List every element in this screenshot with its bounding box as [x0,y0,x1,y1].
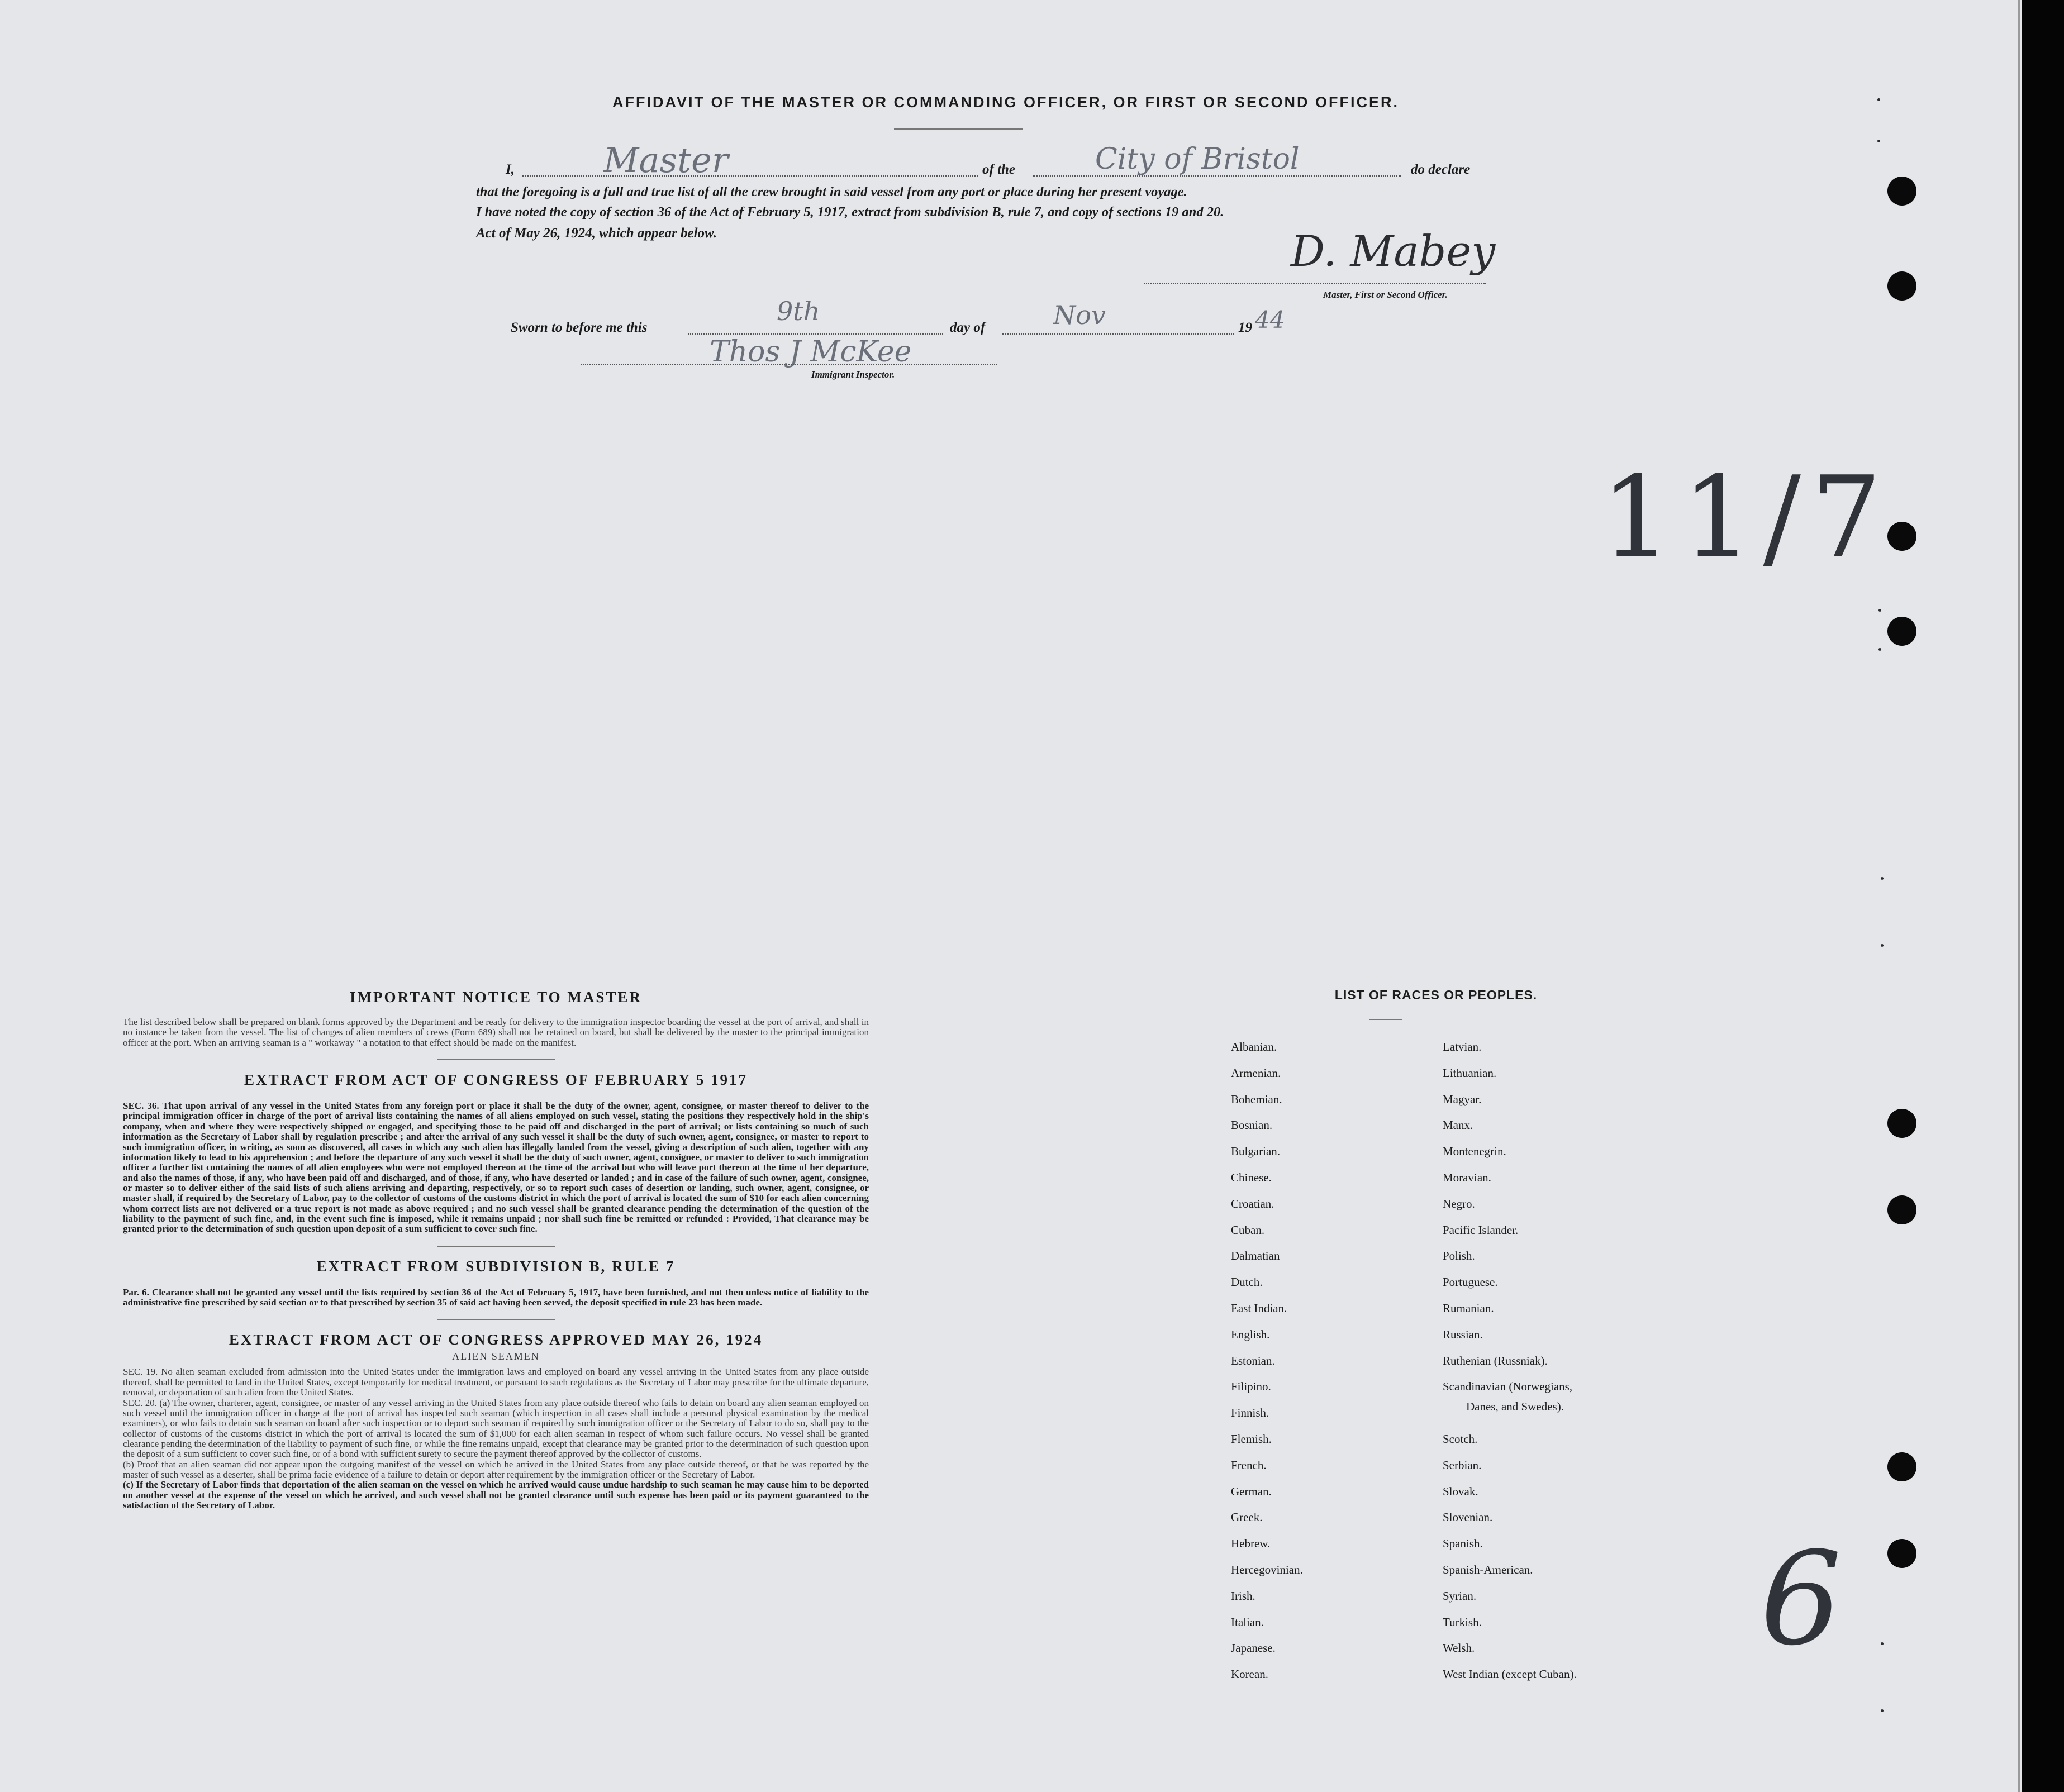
affidavit-title: AFFIDAVIT OF THE MASTER OR COMMANDING OFFICER, OR FIRST OR SECOND OFFICER. [612,94,1399,111]
extract-rule7-title: EXTRACT FROM SUBDIVISION B, RULE 7 [316,1257,676,1275]
speck [1878,648,1881,651]
race-item: Cuban. [1231,1223,1265,1237]
race-item: Serbian. [1443,1458,1482,1472]
page-edge-line [2018,0,2020,1792]
section-rule [437,1246,555,1247]
race-item: Bosnian. [1231,1118,1273,1132]
race-item: Moravian. [1443,1170,1491,1184]
margin-date: 11/7 [1601,452,1892,583]
punch-hole [1887,271,1916,301]
race-item: Spanish. [1443,1537,1483,1551]
race-item: Manx. [1443,1118,1473,1132]
punch-hole [1887,617,1916,646]
affidavit-line-2: that the foregoing is a full and true list of all the crew brought in said vessel from any port or place during her present voyage. [476,184,1187,199]
section-rule [437,1059,555,1060]
speck [1881,877,1884,880]
race-item: Bohemian. [1231,1092,1282,1106]
signature-line [1144,283,1486,284]
race-item: Russian. [1443,1327,1483,1341]
affidavit-of-the: of the [982,162,1016,177]
race-item: Albanian. [1231,1040,1277,1054]
punch-hole [1887,1539,1916,1568]
speck [1881,1709,1884,1712]
race-item: Magyar. [1443,1092,1482,1106]
handwritten-year: 44 [1255,306,1285,333]
extract-1917-title: EXTRACT FROM ACT OF CONGRESS OF FEBRUARY 5 1917 [244,1071,748,1089]
race-item: West Indian (except Cuban). [1443,1667,1577,1681]
race-item: Scotch. [1443,1432,1478,1446]
sworn-day-line [688,333,943,335]
race-item: Syrian. [1443,1589,1477,1603]
race-item: French. [1231,1458,1267,1472]
handwritten-rank: Master [603,140,729,180]
race-item: Latvian. [1443,1040,1482,1054]
speck [1881,944,1884,947]
affidavit-line-4: Act of May 26, 1924, which appear below. [476,226,717,241]
affidavit-line-3: I have noted the copy of section 36 of the Act of February 5, 1917, extract from subdivision B, rule 7, and copy of sections 19 and 20. [476,204,1224,220]
race-item: Slovak. [1443,1484,1478,1498]
affidavit-rule [894,128,1023,130]
extract-1924-sec20a: SEC. 20. (a) The owner, charterer, agent, consignee, or master of any vessel arriving in the United States from any place outside thereof who fails to detain on board any alien seaman employed on such vessel until the immigration officer in charge at the port of arrival has inspected such seaman (which inspection in all cases shall include a personal physical examination by the medical examiners), or who fails to detain such seaman on board after such inspection or to deport such seaman if required by such immigration officer or the Secretary of Labor to do so, shall pay to the collector of customs of the customs district in which the port of arrival is located the sum of $1,000 for each alien seaman in respect of whom such failure occurs. No vessel shall be granted clearance pending the determination of the liability to payment of such fine, or while the fine remains unpaid, except that clearance may be granted prior to the determination of such question upon the deposit of a sum sufficient to cover such fine, or of a bond with sufficient surety to secure the payment thereof approved by the collector of customs. [123,1397,869,1460]
extract-1924-sec19: SEC. 19. No alien seaman excluded from admission into the United States under the immigration laws and employed on board any vessel arriving in the United States from any place outside thereof, shall be permitted to land in the United States, except temporarily for medical treatment, or pursuant to such regulations as the Secretary of Labor may prescribe for the ultimate departure, removal, or deportation of such alien from the United States. [123,1366,869,1398]
races-column-1 [1231,1040,1303,1694]
notice-column [123,989,869,1511]
races-rule [1369,1019,1402,1020]
race-item: East Indian. [1231,1301,1287,1315]
race-item: Montenegrin. [1443,1145,1506,1159]
sworn-day-of: day of [950,320,986,335]
race-item: Negro. [1443,1197,1475,1210]
sworn-year-prefix: 19 [1238,320,1252,335]
speck [1877,98,1880,101]
race-item: Dalmatian [1231,1249,1280,1263]
race-item: Danes, and Swedes). [1466,1400,1564,1414]
race-item: Japanese. [1231,1641,1276,1655]
race-item: Filipino. [1231,1380,1271,1394]
race-item: Hebrew. [1231,1537,1271,1551]
extract-1924-title: EXTRACT FROM ACT OF CONGRESS APPROVED MAY 26, 1924 [229,1331,763,1348]
race-item: Turkish. [1443,1615,1482,1629]
race-item: Croatian. [1231,1197,1274,1210]
affidavit-do-declare: do declare [1411,162,1471,177]
handwritten-day: 9th [777,296,820,326]
extract-rule7-body: Par. 6. Clearance shall not be granted any vessel until the lists required by section 36 of the Act of February 5, 1917, have been furnished, and not then unless notice of liability to the administrative fine prescribed by said section or to that prescribed by section 35 of said act having been served, the deposit specified in rule 23 has been made. [123,1286,869,1308]
races-column-2 [1443,1040,1577,1694]
sworn-prefix: Sworn to before me this [511,320,648,335]
race-item: Scandinavian (Norwegians, [1443,1380,1573,1394]
inspector-line [581,364,997,365]
extract-1924-sec20c: (c) If the Secretary of Labor finds that deportation of the alien seaman on the vessel on which he arrived would cause undue hardship to such seaman he may cause him to be deported on another vessel at the expense of the vessel on which he arrived, and such vessel shall not be granted clearance until such expense has been paid or its payment guaranteed to the satisfaction of the Secretary of Labor. [123,1479,869,1511]
race-item: Spanish-American. [1443,1562,1533,1576]
punch-hole [1887,1195,1916,1224]
page-number: 6 [1760,1525,1842,1674]
extract-1924-subtitle: ALIEN SEAMEN [452,1351,540,1362]
notice-title: IMPORTANT NOTICE TO MASTER [350,989,642,1005]
race-item: Flemish. [1231,1432,1272,1446]
sworn-month-line [1002,333,1234,335]
punch-hole [1887,1452,1916,1481]
rank-field-line [522,175,978,177]
punch-hole [1887,1109,1916,1138]
race-item: Greek. [1231,1510,1263,1524]
race-item: Lithuanian. [1443,1066,1497,1080]
speck [1877,140,1880,142]
punch-hole [1887,177,1916,206]
affidavit-prefix: I, [506,162,515,177]
race-item: Korean. [1231,1667,1269,1681]
scan-border [2022,0,2064,1792]
race-item: Portuguese. [1443,1275,1498,1289]
race-item: Slovenian. [1443,1510,1493,1524]
extract-1917-body: SEC. 36. That upon arrival of any vessel in the United States from any foreign port or place it shall be the duty of the owner, agent, consignee, or master thereof to deliver to the principal immigration officer in charge of the port of arrival lists containing the names of all aliens employed on such vessel, stating the positions they respectively hold in the ship's company, when and where they were respectively shipped or engaged, and specifying those to be paid off and discharged in the port of arrival; or lists containing so much of such information as the Secretary of Labor shall by regulation prescribe ; and after the arrival of any such vessel it shall be the duty of such owner, agent, consignee, or master to report to such immigration officer, in writing, as soon as discovered, all cases in which any such alien has illegally landed from the vessel, giving a description of such alien, together with any information likely to lead to his apprehension ; and before the departure of any such vessel it shall be the duty of such owner, agent, consignee, or master to deliver to such immigration officer a further list containing the names of all alien employees who were not employed thereon at the time of the arrival but who will leave port thereon at the time of her departure, and also the names of those, if any, who have been paid off and discharged, and of those, if any, who have deserted or landed ; and in case of the failure of such owner, agent, consignee, or master so to deliver either of the said lists of such aliens arriving and departing, respectively, or so to report such cases of desertion or landing, such owner, agent, consignee, or master shall, if required by the Secretary of Labor, pay to the collector of customs of the customs district in which the port of arrival is located the sum of $10 for each alien concerning whom correct lists are not delivered or a true report is not made as above required ; and no such vessel shall be granted clearance pending the determination of the question of the liability to the payment of such fine, and, in the event such fine is imposed, while it remains unpaid ; nor shall such fine be remitted or refunded : Provided, That clearance may be granted prior to the determination of such question upon deposit of a sum sufficient to cover such fine. [123,1100,869,1235]
race-item: Rumanian. [1443,1301,1494,1315]
race-item: Ruthenian (Russniak). [1443,1353,1548,1367]
master-signature: D. Mabey [1291,226,1496,276]
race-item: German. [1231,1484,1272,1498]
notice-body: The list described below shall be prepared on blank forms approved by the Department and be ready for delivery to the immigration inspector boarding the vessel at the port of arrival, and shall in no instance be taken from the vessel. The list of changes of alien members of crews (Form 689) shall not be retained on board, but shall be delivered by the master to the principal immigration officer at the port. When an arriving seaman is a " workaway " a notation to that effect should be made on the manifest. [123,1017,869,1048]
race-item: Estonian. [1231,1353,1275,1367]
signature-caption: Master, First or Second Officer. [1323,289,1448,300]
inspector-caption: Immigrant Inspector. [811,369,895,380]
race-item: Finnish. [1231,1406,1269,1420]
race-item: Chinese. [1231,1170,1272,1184]
race-item: Italian. [1231,1615,1264,1629]
inspector-signature: Thos J McKee [710,335,912,369]
handwritten-month: Nov [1053,300,1106,330]
races-title: LIST OF RACES OR PEOPLES. [1334,988,1538,1002]
handwritten-vessel: City of Bristol [1095,142,1300,176]
race-item: Bulgarian. [1231,1145,1281,1159]
race-item: Dutch. [1231,1275,1263,1289]
race-item: Hercegovinian. [1231,1562,1303,1576]
race-item: Irish. [1231,1589,1255,1603]
speck [1878,609,1881,612]
race-item: Welsh. [1443,1641,1475,1655]
section-rule [437,1319,555,1320]
race-item: Polish. [1443,1249,1475,1263]
speck [1881,1642,1884,1645]
race-item: Pacific Islander. [1443,1223,1519,1237]
race-item: English. [1231,1327,1270,1341]
extract-1924-sec20b: (b) Proof that an alien seaman did not appear upon the outgoing manifest of the vessel on which he arrived in the United States from any place outside thereof, or that he was reported by the master of such vessel as a deserter, shall be prima facie evidence of a failure to detain or deport after requirement by the immigration officer or the Secretary of Labor. [123,1459,869,1480]
race-item: Armenian. [1231,1066,1281,1080]
